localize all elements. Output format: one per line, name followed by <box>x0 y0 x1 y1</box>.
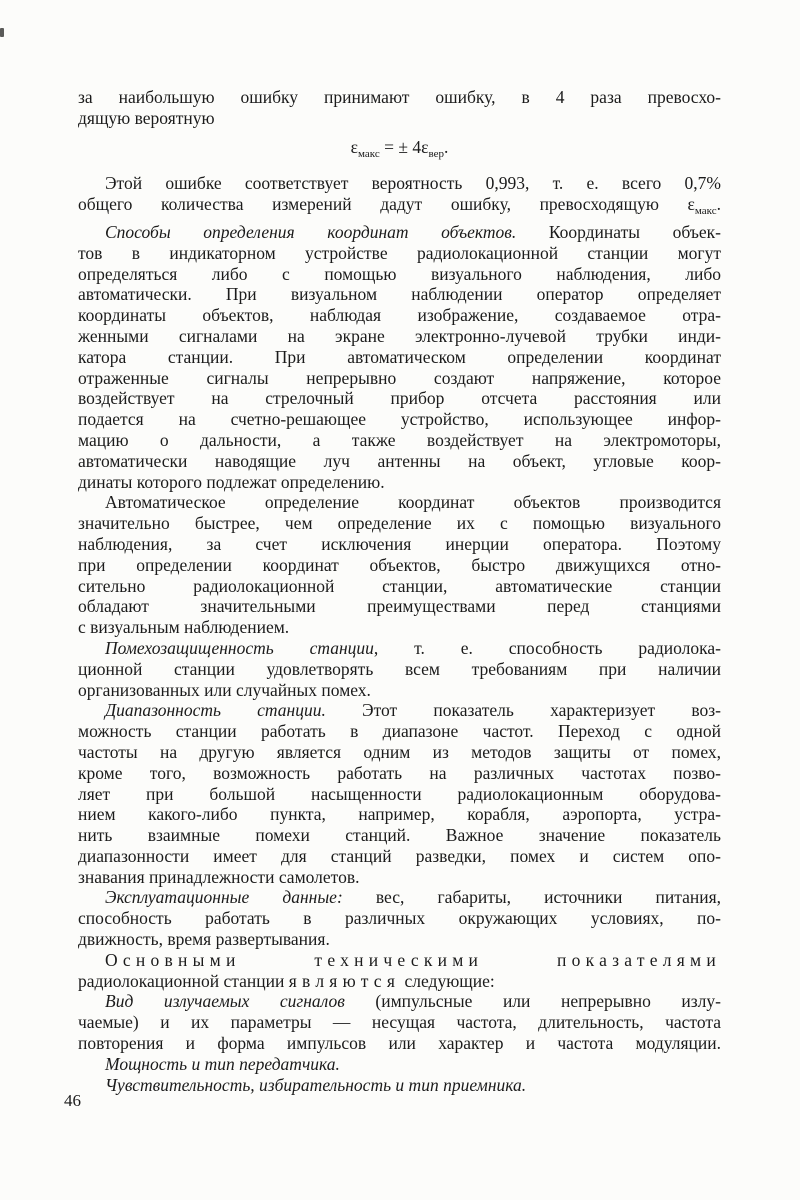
text-segment: определяться либо с помощью визуального наблюдения, либо <box>78 263 721 284</box>
text-line <box>78 804 721 825</box>
text-line <box>78 991 721 1012</box>
text-segment: ляет при большой насыщенности радиолокационным оборудова- <box>78 783 721 804</box>
text-line <box>78 596 721 617</box>
text-segment: обладают значительными преимуществами перед станциями <box>78 596 721 617</box>
text-line <box>78 929 721 950</box>
text-line <box>78 659 721 680</box>
text-segment: Чувствительность, избирательность и тип приемника. <box>105 1074 527 1095</box>
text-line <box>78 867 721 888</box>
text-segment: с визуальным наблюдением. <box>78 617 290 638</box>
text-line <box>78 700 721 721</box>
text-segment: ционной станции удовлетворять всем требованиям при наличии <box>78 658 721 679</box>
text-line <box>78 243 721 264</box>
text-segment: , т. е. способность радиолока- <box>373 637 721 658</box>
text-segment: Этот показатель характеризует воз- <box>325 700 721 721</box>
text-line <box>78 388 721 409</box>
text-segment: повторения и форма импульсов или характер и частота модуляции. <box>78 1033 721 1054</box>
text-segment: . <box>443 136 449 157</box>
text-segment: значительно быстрее, чем определение их с помощью визуального <box>78 513 721 534</box>
text-segment: нием какого-либо пункта, например, корабля, аэропорта, устра- <box>78 804 721 825</box>
text-segment: мацию о дальности, а также воздействует на электромоторы, <box>78 429 721 450</box>
text-segment: Эксплуатационные данные: <box>105 887 343 908</box>
text-line <box>78 721 721 742</box>
text-segment: Мощность и тип передатчика. <box>105 1053 340 1074</box>
text-segment: автоматически. При визуальном наблюдении оператор определяет <box>78 284 721 305</box>
text-segment: можность станции работать в диапазоне частот. Переход с одной <box>78 721 721 742</box>
text-line <box>78 472 721 493</box>
text-segment: движность, время развертывания. <box>78 929 330 950</box>
text-line <box>78 513 721 534</box>
text-segment: Этой ошибке соответствует вероятность 0,993, т. е. всего 0,7% <box>105 173 721 194</box>
text-segment: сительно радиолокационной станции, автоматические станции <box>78 575 721 596</box>
text-line <box>78 409 721 430</box>
text-line <box>78 555 721 576</box>
text-line <box>78 908 721 929</box>
text-line <box>78 742 721 763</box>
text-line <box>78 1075 721 1096</box>
text-line <box>78 1033 721 1054</box>
text-segment: . <box>716 194 721 215</box>
text-line <box>78 617 721 638</box>
text-line <box>78 173 721 194</box>
text-line <box>78 430 721 451</box>
text-segment: динаты которого подлежат определению. <box>78 471 385 492</box>
text-line <box>78 846 721 867</box>
text-line <box>78 534 721 555</box>
text-segment: при определении координат объектов, быстро движущихся отно- <box>78 554 721 575</box>
text-segment: частоты на другую является одним из методов защиты от помех, <box>78 741 721 762</box>
text-line <box>78 887 721 908</box>
text-segment: подается на счетно-решающее устройство, использующее инфор- <box>78 409 721 430</box>
text-line <box>78 1012 721 1033</box>
text-line <box>78 451 721 472</box>
text-segment: макс <box>694 205 717 218</box>
text-segment: макс <box>358 147 380 160</box>
text-segment: являются <box>288 970 401 991</box>
text-line <box>78 347 721 368</box>
text-segment: ε <box>350 136 359 157</box>
text-segment: Диапазонность станции. <box>105 700 326 721</box>
text-line <box>78 222 721 243</box>
page-number: 46 <box>64 1091 81 1110</box>
text-line <box>78 284 721 305</box>
text-segment: автоматически наводящие луч антенны на объект, угловые коор- <box>78 450 721 471</box>
text-block <box>78 87 721 1095</box>
scan-artifact-speck <box>0 28 4 37</box>
text-segment: (импульсные или непрерывно излу- <box>344 991 721 1012</box>
text-segment: вер <box>428 147 444 160</box>
text-line <box>78 326 721 347</box>
text-segment: за наибольшую ошибку принимают ошибку, в 4 раза превосхо- <box>78 87 721 107</box>
text-line <box>78 763 721 784</box>
text-segment: Основными техническими показателями <box>105 949 721 970</box>
text-segment: воздействует на стрелочный прибор отсчета расстояния или <box>78 388 721 409</box>
text-segment: = ± 4ε <box>379 136 429 157</box>
text-line <box>78 971 721 992</box>
text-line <box>78 264 721 285</box>
text-line <box>78 680 721 701</box>
text-segment: следующие: <box>400 970 495 991</box>
text-segment: отраженные сигналы непрерывно создают напряжение, которое <box>78 367 721 388</box>
text-line <box>78 194 721 222</box>
error-formula <box>78 129 721 174</box>
text-segment: кроме того, возможность работать на различных частотах позво- <box>78 762 721 783</box>
text-line <box>78 492 721 513</box>
text-segment: женными сигналами на экране электронно-лучевой трубки инди- <box>78 325 721 346</box>
text-segment: координаты объектов, наблюдая изображение, создаваемое отра- <box>78 305 721 326</box>
text-segment: Способы определения координат объектов. <box>105 221 517 242</box>
text-segment: катора станции. При автоматическом определении координат <box>78 346 721 367</box>
text-segment: Вид излучаемых сигналов <box>105 991 345 1012</box>
text-segment: дящую вероятную <box>78 107 215 128</box>
text-segment: радиолокационной станции <box>78 970 289 991</box>
text-segment: знавания принадлежности самолетов. <box>78 866 360 887</box>
text-segment: наблюдения, за счет исключения инерции оператора. Поэтому <box>78 533 721 554</box>
text-line <box>78 1054 721 1075</box>
text-line <box>78 87 721 108</box>
text-line <box>78 305 721 326</box>
text-segment: организованных или случайных помех. <box>78 679 371 700</box>
text-segment: диапазонности имеет для станций разведки, помех и систем опо- <box>78 845 721 866</box>
text-line <box>78 368 721 389</box>
text-segment: общего количества измерений дадут ошибку, превосходящую ε <box>78 194 695 215</box>
text-segment: нить взаимные помехи станций. Важное значение показатель <box>78 825 721 846</box>
text-segment: вес, габариты, источники питания, <box>342 887 721 908</box>
text-line <box>78 950 721 971</box>
text-segment: Автоматическое определение координат объектов производится <box>105 492 721 513</box>
text-segment: Помехозащищенность станции <box>105 637 374 658</box>
text-line <box>78 108 721 129</box>
text-line <box>78 576 721 597</box>
text-line <box>78 638 721 659</box>
text-line <box>78 784 721 805</box>
text-segment: чаемые) и их параметры — несущая частота, длительность, частота <box>78 1012 721 1033</box>
text-segment: тов в индикаторном устройстве радиолокационной станции могут <box>78 242 721 263</box>
text-segment: способность работать в различных окружающих условиях, по- <box>78 908 721 929</box>
text-segment: Координаты объек- <box>516 221 721 242</box>
text-line <box>78 825 721 846</box>
